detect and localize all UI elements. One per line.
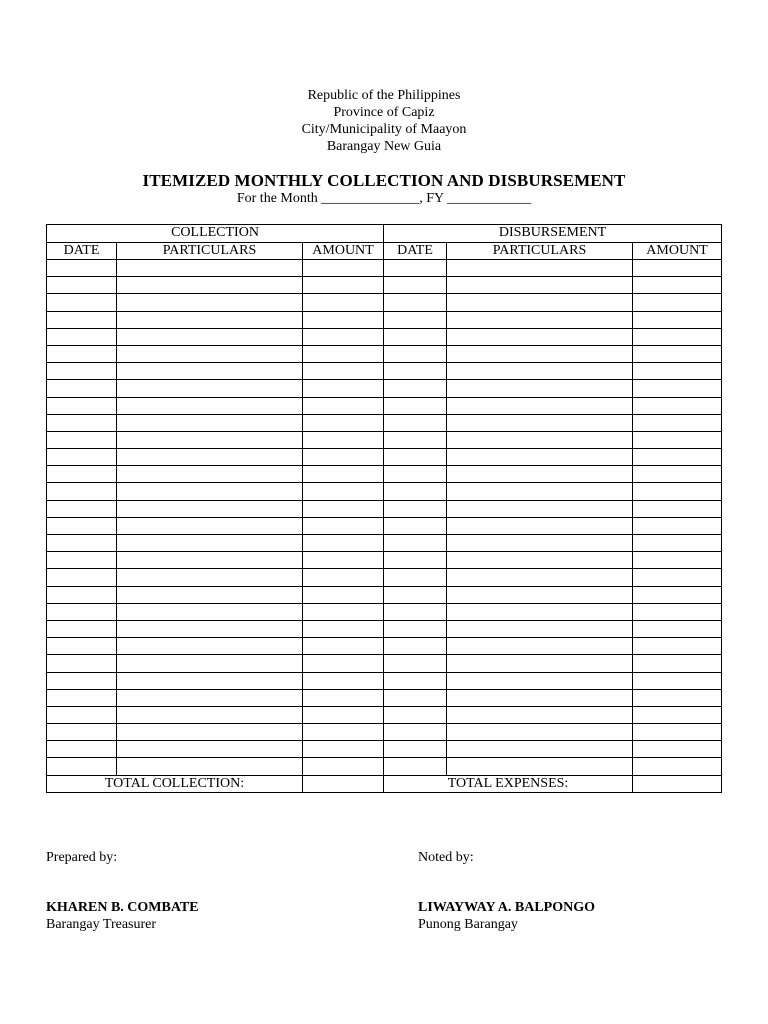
collection-date-cell[interactable] — [47, 328, 117, 345]
ledger-row — [47, 311, 722, 328]
ledger-row — [47, 363, 722, 380]
collection-date-cell[interactable] — [47, 620, 117, 637]
collection-particulars-cell[interactable] — [117, 260, 303, 277]
group-header-row — [47, 225, 722, 243]
header-barangay: Barangay New Guia — [326, 139, 442, 154]
collection-date-cell[interactable] — [47, 500, 117, 517]
disbursement-particulars-cell[interactable] — [447, 758, 633, 775]
collection-date-cell[interactable] — [47, 535, 117, 552]
collection-amount-cell[interactable] — [303, 277, 384, 294]
disbursement-date-cell[interactable] — [384, 569, 447, 586]
disbursement-date-cell[interactable] — [384, 672, 447, 689]
noted-by-signatory — [418, 899, 595, 933]
disbursement-particulars-cell[interactable] — [447, 363, 633, 380]
collection-particulars-cell[interactable] — [117, 724, 303, 741]
disbursement-group-header: DISBURSEMENT — [384, 225, 722, 243]
collection-amount-cell[interactable] — [303, 466, 384, 483]
ledger-row — [47, 638, 722, 655]
collection-particulars-cell[interactable] — [117, 363, 303, 380]
collection-amount-cell[interactable] — [303, 689, 384, 706]
collection-date-cell[interactable] — [47, 483, 117, 500]
document-header — [0, 87, 768, 155]
totals-row — [47, 775, 722, 792]
total-expenses-label: TOTAL EXPENSES: — [384, 775, 633, 792]
disbursement-particulars-cell[interactable] — [447, 431, 633, 448]
disbursement-date-cell[interactable] — [384, 345, 447, 362]
ledger-row — [47, 431, 722, 448]
collection-amount-cell[interactable] — [303, 449, 384, 466]
collection-particulars-cell[interactable] — [117, 431, 303, 448]
disbursement-date-cell[interactable] — [384, 328, 447, 345]
collection-particulars-cell[interactable] — [117, 311, 303, 328]
ledger-row — [47, 260, 722, 277]
disbursement-date-cell[interactable] — [384, 466, 447, 483]
collection-date-cell[interactable] — [47, 724, 117, 741]
disbursement-particulars-cell[interactable] — [447, 535, 633, 552]
disbursement-particulars-cell[interactable] — [447, 483, 633, 500]
ledger-row — [47, 397, 722, 414]
ledger-row — [47, 294, 722, 311]
disbursement-date-cell[interactable] — [384, 363, 447, 380]
disbursement-amount-cell[interactable] — [633, 638, 722, 655]
ledger-row — [47, 483, 722, 500]
column-header-collection-date: DATE — [47, 242, 117, 260]
disbursement-date-cell[interactable] — [384, 655, 447, 672]
disbursement-particulars-cell[interactable] — [447, 620, 633, 637]
collection-particulars-cell[interactable] — [117, 397, 303, 414]
ledger-row — [47, 620, 722, 637]
collection-particulars-cell[interactable] — [117, 672, 303, 689]
disbursement-particulars-cell[interactable] — [447, 586, 633, 603]
collection-amount-cell[interactable] — [303, 586, 384, 603]
ledger-row — [47, 449, 722, 466]
collection-group-header: COLLECTION — [47, 225, 384, 243]
collection-particulars-cell[interactable] — [117, 380, 303, 397]
document-title: ITEMIZED MONTHLY COLLECTION AND DISBURSEMENT — [142, 171, 626, 190]
ledger-table — [46, 224, 722, 793]
disbursement-date-cell[interactable] — [384, 552, 447, 569]
disbursement-date-cell[interactable] — [384, 397, 447, 414]
disbursement-amount-cell[interactable] — [633, 741, 722, 758]
collection-particulars-cell[interactable] — [117, 328, 303, 345]
collection-amount-cell[interactable] — [303, 328, 384, 345]
collection-date-cell[interactable] — [47, 311, 117, 328]
ledger-row — [47, 706, 722, 723]
disbursement-amount-cell[interactable] — [633, 758, 722, 775]
disbursement-date-cell[interactable] — [384, 277, 447, 294]
ledger-row — [47, 758, 722, 775]
disbursement-date-cell[interactable] — [384, 414, 447, 431]
disbursement-particulars-cell[interactable] — [447, 552, 633, 569]
disbursement-amount-cell[interactable] — [633, 380, 722, 397]
disbursement-date-cell[interactable] — [384, 758, 447, 775]
disbursement-amount-cell[interactable] — [633, 397, 722, 414]
disbursement-amount-cell[interactable] — [633, 603, 722, 620]
disbursement-date-cell[interactable] — [384, 517, 447, 534]
disbursement-date-cell[interactable] — [384, 380, 447, 397]
ledger-row — [47, 724, 722, 741]
disbursement-date-cell[interactable] — [384, 294, 447, 311]
disbursement-particulars-cell[interactable] — [447, 397, 633, 414]
disbursement-amount-cell[interactable] — [633, 431, 722, 448]
collection-amount-cell[interactable] — [303, 706, 384, 723]
collection-date-cell[interactable] — [47, 294, 117, 311]
column-header-disbursement-date: DATE — [384, 242, 447, 260]
collection-amount-cell[interactable] — [303, 363, 384, 380]
disbursement-date-cell[interactable] — [384, 483, 447, 500]
disbursement-amount-cell[interactable] — [633, 500, 722, 517]
disbursement-amount-cell[interactable] — [633, 569, 722, 586]
collection-amount-cell[interactable] — [303, 655, 384, 672]
disbursement-date-cell[interactable] — [384, 689, 447, 706]
collection-date-cell[interactable] — [47, 431, 117, 448]
collection-particulars-cell[interactable] — [117, 294, 303, 311]
collection-particulars-cell[interactable] — [117, 277, 303, 294]
disbursement-date-cell[interactable] — [384, 535, 447, 552]
column-header-row — [47, 242, 722, 260]
ledger-row — [47, 328, 722, 345]
collection-amount-cell[interactable] — [303, 603, 384, 620]
disbursement-particulars-cell[interactable] — [447, 569, 633, 586]
disbursement-date-cell[interactable] — [384, 500, 447, 517]
disbursement-amount-cell[interactable] — [633, 277, 722, 294]
disbursement-particulars-cell[interactable] — [447, 689, 633, 706]
disbursement-particulars-cell[interactable] — [447, 277, 633, 294]
disbursement-particulars-cell[interactable] — [447, 672, 633, 689]
collection-amount-cell[interactable] — [303, 345, 384, 362]
noted-by-block — [418, 849, 474, 866]
disbursement-particulars-cell[interactable] — [447, 328, 633, 345]
header-republic: Republic of the Philippines — [307, 88, 461, 103]
punong-barangay-position: Punong Barangay — [418, 917, 518, 932]
disbursement-amount-cell[interactable] — [633, 294, 722, 311]
collection-particulars-cell[interactable] — [117, 586, 303, 603]
ledger-row — [47, 603, 722, 620]
disbursement-particulars-cell[interactable] — [447, 655, 633, 672]
collection-particulars-cell[interactable] — [117, 552, 303, 569]
collection-amount-cell[interactable] — [303, 483, 384, 500]
collection-amount-cell[interactable] — [303, 741, 384, 758]
disbursement-amount-cell[interactable] — [633, 724, 722, 741]
collection-particulars-cell[interactable] — [117, 449, 303, 466]
disbursement-particulars-cell[interactable] — [447, 741, 633, 758]
collection-amount-cell[interactable] — [303, 672, 384, 689]
collection-particulars-cell[interactable] — [117, 483, 303, 500]
column-header-disbursement-particulars: PARTICULARS — [447, 242, 633, 260]
collection-amount-cell[interactable] — [303, 311, 384, 328]
disbursement-particulars-cell[interactable] — [447, 724, 633, 741]
prepared-by-block — [46, 849, 117, 866]
ledger-row — [47, 552, 722, 569]
disbursement-amount-cell[interactable] — [633, 466, 722, 483]
collection-particulars-cell[interactable] — [117, 466, 303, 483]
ledger-row — [47, 500, 722, 517]
disbursement-amount-cell[interactable] — [633, 260, 722, 277]
disbursement-date-cell[interactable] — [384, 586, 447, 603]
disbursement-amount-cell[interactable] — [633, 586, 722, 603]
treasurer-position: Barangay Treasurer — [46, 917, 157, 932]
ledger-row — [47, 586, 722, 603]
collection-amount-cell[interactable] — [303, 397, 384, 414]
disbursement-amount-cell[interactable] — [633, 311, 722, 328]
collection-date-cell[interactable] — [47, 655, 117, 672]
collection-particulars-cell[interactable] — [117, 517, 303, 534]
disbursement-amount-cell[interactable] — [633, 655, 722, 672]
collection-date-cell[interactable] — [47, 672, 117, 689]
collection-amount-cell[interactable] — [303, 724, 384, 741]
collection-particulars-cell[interactable] — [117, 638, 303, 655]
collection-date-cell[interactable] — [47, 586, 117, 603]
collection-date-cell[interactable] — [47, 414, 117, 431]
collection-amount-cell[interactable] — [303, 414, 384, 431]
ledger-row — [47, 569, 722, 586]
collection-amount-cell[interactable] — [303, 638, 384, 655]
disbursement-particulars-cell[interactable] — [447, 311, 633, 328]
ledger-row — [47, 380, 722, 397]
prepared-by-signatory — [46, 899, 199, 933]
disbursement-amount-cell[interactable] — [633, 449, 722, 466]
collection-particulars-cell[interactable] — [117, 345, 303, 362]
disbursement-particulars-cell[interactable] — [447, 466, 633, 483]
disbursement-date-cell[interactable] — [384, 638, 447, 655]
column-header-disbursement-amount: AMOUNT — [633, 242, 722, 260]
punong-barangay-name: LIWAYWAY A. BALPONGO — [418, 900, 595, 915]
collection-particulars-cell[interactable] — [117, 655, 303, 672]
disbursement-particulars-cell[interactable] — [447, 414, 633, 431]
disbursement-amount-cell[interactable] — [633, 689, 722, 706]
collection-amount-cell[interactable] — [303, 535, 384, 552]
collection-particulars-cell[interactable] — [117, 569, 303, 586]
disbursement-particulars-cell[interactable] — [447, 603, 633, 620]
collection-amount-cell[interactable] — [303, 380, 384, 397]
disbursement-amount-cell[interactable] — [633, 517, 722, 534]
ledger-row — [47, 345, 722, 362]
collection-particulars-cell[interactable] — [117, 706, 303, 723]
column-header-collection-amount: AMOUNT — [303, 242, 384, 260]
disbursement-amount-cell[interactable] — [633, 620, 722, 637]
disbursement-particulars-cell[interactable] — [447, 517, 633, 534]
ledger-row — [47, 277, 722, 294]
disbursement-amount-cell[interactable] — [633, 483, 722, 500]
disbursement-date-cell[interactable] — [384, 724, 447, 741]
collection-amount-cell[interactable] — [303, 758, 384, 775]
collection-particulars-cell[interactable] — [117, 758, 303, 775]
collection-date-cell[interactable] — [47, 689, 117, 706]
ledger-row — [47, 414, 722, 431]
total-collection-amount-cell[interactable] — [303, 775, 384, 792]
total-collection-label: TOTAL COLLECTION: — [47, 775, 303, 792]
ledger-row — [47, 535, 722, 552]
collection-particulars-cell[interactable] — [117, 689, 303, 706]
disbursement-particulars-cell[interactable] — [447, 345, 633, 362]
total-expenses-amount-cell[interactable] — [633, 775, 722, 792]
header-province: Province of Capiz — [333, 105, 435, 120]
disbursement-date-cell[interactable] — [384, 449, 447, 466]
collection-amount-cell[interactable] — [303, 500, 384, 517]
column-header-collection-particulars: PARTICULARS — [117, 242, 303, 260]
disbursement-amount-cell[interactable] — [633, 552, 722, 569]
disbursement-date-cell[interactable] — [384, 431, 447, 448]
prepared-by-label: Prepared by: — [46, 850, 118, 865]
collection-date-cell[interactable] — [47, 380, 117, 397]
disbursement-amount-cell[interactable] — [633, 414, 722, 431]
collection-particulars-cell[interactable] — [117, 741, 303, 758]
collection-date-cell[interactable] — [47, 638, 117, 655]
disbursement-amount-cell[interactable] — [633, 363, 722, 380]
collection-date-cell[interactable] — [47, 758, 117, 775]
disbursement-particulars-cell[interactable] — [447, 638, 633, 655]
collection-date-cell[interactable] — [47, 517, 117, 534]
header-municipality: City/Municipality of Maayon — [301, 122, 467, 137]
collection-date-cell[interactable] — [47, 706, 117, 723]
treasurer-name: KHAREN B. COMBATE — [46, 900, 199, 915]
disbursement-date-cell[interactable] — [384, 620, 447, 637]
collection-amount-cell[interactable] — [303, 569, 384, 586]
collection-date-cell[interactable] — [47, 741, 117, 758]
disbursement-particulars-cell[interactable] — [447, 260, 633, 277]
disbursement-amount-cell[interactable] — [633, 672, 722, 689]
collection-date-cell[interactable] — [47, 277, 117, 294]
disbursement-amount-cell[interactable] — [633, 535, 722, 552]
disbursement-date-cell[interactable] — [384, 706, 447, 723]
collection-particulars-cell[interactable] — [117, 603, 303, 620]
collection-particulars-cell[interactable] — [117, 500, 303, 517]
ledger-row — [47, 672, 722, 689]
collection-amount-cell[interactable] — [303, 620, 384, 637]
disbursement-amount-cell[interactable] — [633, 328, 722, 345]
disbursement-particulars-cell[interactable] — [447, 500, 633, 517]
ledger-row — [47, 517, 722, 534]
collection-date-cell[interactable] — [47, 552, 117, 569]
disbursement-particulars-cell[interactable] — [447, 294, 633, 311]
document-subtitle: For the Month ______________, FY ____________ — [236, 191, 532, 206]
collection-date-cell[interactable] — [47, 466, 117, 483]
disbursement-date-cell[interactable] — [384, 260, 447, 277]
collection-date-cell[interactable] — [47, 569, 117, 586]
ledger-row — [47, 466, 722, 483]
disbursement-particulars-cell[interactable] — [447, 380, 633, 397]
collection-date-cell[interactable] — [47, 363, 117, 380]
collection-particulars-cell[interactable] — [117, 535, 303, 552]
collection-particulars-cell[interactable] — [117, 414, 303, 431]
noted-by-label: Noted by: — [418, 850, 474, 865]
ledger-row — [47, 689, 722, 706]
collection-date-cell[interactable] — [47, 397, 117, 414]
collection-amount-cell[interactable] — [303, 517, 384, 534]
collection-date-cell[interactable] — [47, 449, 117, 466]
disbursement-particulars-cell[interactable] — [447, 706, 633, 723]
disbursement-amount-cell[interactable] — [633, 345, 722, 362]
disbursement-date-cell[interactable] — [384, 311, 447, 328]
ledger-row — [47, 655, 722, 672]
disbursement-particulars-cell[interactable] — [447, 449, 633, 466]
ledger-row — [47, 741, 722, 758]
collection-amount-cell[interactable] — [303, 552, 384, 569]
collection-amount-cell[interactable] — [303, 294, 384, 311]
disbursement-date-cell[interactable] — [384, 603, 447, 620]
disbursement-amount-cell[interactable] — [633, 706, 722, 723]
collection-date-cell[interactable] — [47, 345, 117, 362]
collection-amount-cell[interactable] — [303, 431, 384, 448]
collection-date-cell[interactable] — [47, 260, 117, 277]
collection-date-cell[interactable] — [47, 603, 117, 620]
collection-amount-cell[interactable] — [303, 260, 384, 277]
disbursement-date-cell[interactable] — [384, 741, 447, 758]
collection-particulars-cell[interactable] — [117, 620, 303, 637]
